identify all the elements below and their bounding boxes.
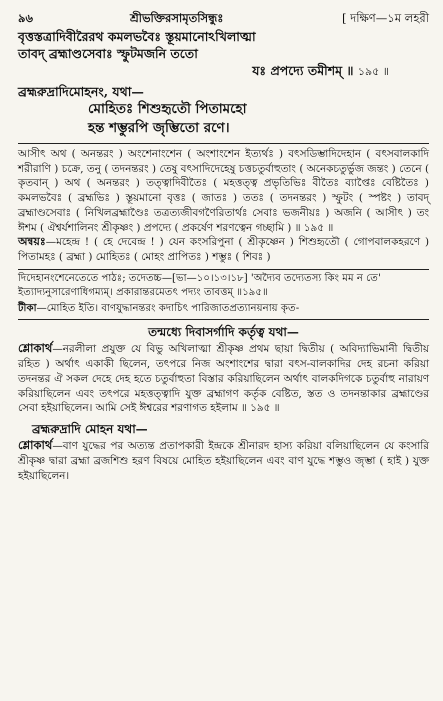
divider: [18, 319, 429, 320]
verse-line: হন্ত শম্ভুরপি জৃম্ভিতো রণে।: [88, 120, 230, 136]
translation-label: শ্লোকার্থ: [18, 341, 53, 356]
notes-line: দিদেহানংশেনেতেতে পাঠঃ; তদেতচ্চ—[ভা—১০।১৩।১৮] 'অদ্যৈব তদ্যেতস্য কিং মম ন তে' ইত্যাদ্যনুসারেণাধিগম্যম্। প্রকারান্তরমেতৎ পদ্যং তাবত্তম্ ॥১৯৫॥: [18, 272, 381, 299]
page-number: ৯৬: [18, 11, 33, 25]
section-heading: ব্রহ্মরুদ্রাদি মোহন যথা—: [32, 422, 148, 437]
tika-paragraph: [18, 301, 429, 317]
translation-block: [18, 438, 429, 483]
anvaya-label: অন্বয়ঃ: [18, 235, 46, 249]
translation-text: —বাণ যুদ্ধের পর অত্যন্ত প্রতাপকারী ইন্দ্রকে শ্রীনারদ হাস্য করিয়া বলিয়াছিলেন যে কংসারি শ্রীকৃষ্ণ দ্বারা ব্রহ্মা ব্রজশিশু হরণ বিষয়ে মোহিত হইয়াছিলেন এবং বাণ যুদ্ধে শম্ভুও জৃম্ভা ( হাই ) যুক্ত হইয়াছিলেন।: [18, 440, 429, 482]
book-title: শ্রীভক্তিরসামৃতসিন্ধুঃ: [130, 11, 224, 25]
translation-label: শ্লোকার্থ: [18, 438, 53, 453]
tika-text: —মোহিত ইতি। বাণযুদ্ধানন্তরং কদাচিৎ পারিজাতপ্রত্যানয়নায় কৃত-: [36, 302, 300, 314]
verse-line-text: যঃ প্রপদ্যে তমীশম্ ॥: [252, 63, 354, 78]
translation-paragraph: [18, 341, 429, 416]
translation-text: —নরলীলা প্রযুক্ত যে বিভু অখিলাত্মা শ্রীকৃষ্ণ প্রথম ছায়া দ্বিতীয় ( অবিদ্যাভিমানী দ্বিতীয় রহিত ) অর্থাৎ একাকী ছিলেন, তৎপরে নিজ অংশাংশের দ্বারা বৎস-বালকাদির দেহ রচনা করিয়া তদনন্তর ঐ সকল দেহে দেহ হতে চতুর্বাহুতা বিস্তার করিয়াছিলেন অর্থাৎ বালকদিগকে চতুর্বাহু নারায়ণ করিয়াছিলেন এবং তৎপরে মহত্তত্ত্বাদি যুক্ত ব্রহ্মাগণ কর্তৃক বেষ্টিত, স্তত ও তদনন্তাকার ব্রহ্মাণ্ডের সেবা হইয়াছিলেন। আমি সেই ঈশ্বরের শরণাগত হইলাম ॥ ১৯৫ ॥: [18, 343, 429, 415]
anvaya-paragraph: [18, 235, 429, 264]
commentary-paragraph: আসীৎ অথ ( অনন্তরং ) অংশেনাংশেন ( অংশাংশেন ইত্যর্থঃ ) বৎসডিম্ভাদিদেহান ( বৎসবালকাদি শরীরাণি ) চক্রে, তনু ( তদনন্তরং ) তেষু বৎসাদিদেহেষু চত্তচতুর্বাহুতাং ( অনেকচতুর্ভুজ জন্তং ) তেনে ( কৃতবান্ ) অথ ( অনন্তরং ) তত্ত্বাদিবীতৈঃ ( মহত্তত্ত্ব প্রভৃতিভিঃ বীতৈঃ ব্যাপ্তৈঃ বেষ্টিতৈঃ ) কমলভবৈঃ ( ব্রহ্মভিঃ ) স্তূয়মানো বৃত্তঃ ( জাতঃ ) ততঃ ( তদনন্তরং ) স্ফুটং ( স্পষ্টং ) তাবদ্ ব্রহ্মাণ্ডসেবাঃ ( নিখিলব্রহ্মাণ্ডৈঃ তত্রত্যজীবগণৈরিতার্থঃ সেবাঃ ভজনীয়ঃ ) অজনি ( আসীৎ ) তং ঈশম ( ঐশ্বর্যশালিনং শ্রীকৃষ্ণং ) প্রপদ্যে ( প্রকর্ষেণ শরণত্বেন গচ্ছামি ) ॥ ১৯৫ ॥: [18, 148, 429, 234]
notes-section: [18, 269, 429, 317]
anvaya-text: —মহেন্দ্র ! ( হে দেবেন্দ্র ! ) যেন কংসরিপুনা ( শ্রীকৃষ্ণেন ) শিশুহৃতৌ ( গোপবালকহরণে ) পিতামহঃ ( ব্রহ্মা ) মোহিতঃ ( মোহং প্রাপিতঃ ) শম্ভুঃ ( শিবঃ ): [18, 236, 429, 263]
verse-line: [18, 62, 429, 80]
verse-number: ১৯৫ ॥: [357, 65, 389, 78]
page-header: [18, 6, 429, 28]
verse-195: [18, 28, 429, 80]
verse-line: বৃত্তস্তত্রাদিবীরৈরথ কমলভবৈঃ স্তূয়মানোঽখিলাত্মা: [18, 29, 256, 44]
translation-paragraph: [18, 438, 429, 483]
verse-196-intro: ব্রহ্মরুদ্রাদিমোহনং, যথা—: [18, 84, 144, 99]
translation-block: [18, 341, 429, 416]
verse-line: তাবদ্ ব্রহ্মাণ্ডসেবাঃ স্ফুটমজনি ততো: [18, 46, 198, 61]
chapter-label: [ দক্ষিণ—১ম লহরী: [342, 11, 429, 25]
verse-line: মোহিতঃ শিশুহৃতৌ পিতামহো: [88, 101, 247, 117]
section-heading: তন্মধ্যে দিবাসর্গাদি কর্তৃত্ব যথা—: [148, 325, 299, 340]
verse-196: [18, 100, 429, 138]
sanskrit-commentary: [18, 143, 429, 265]
tika-label: টীকা: [18, 301, 37, 314]
